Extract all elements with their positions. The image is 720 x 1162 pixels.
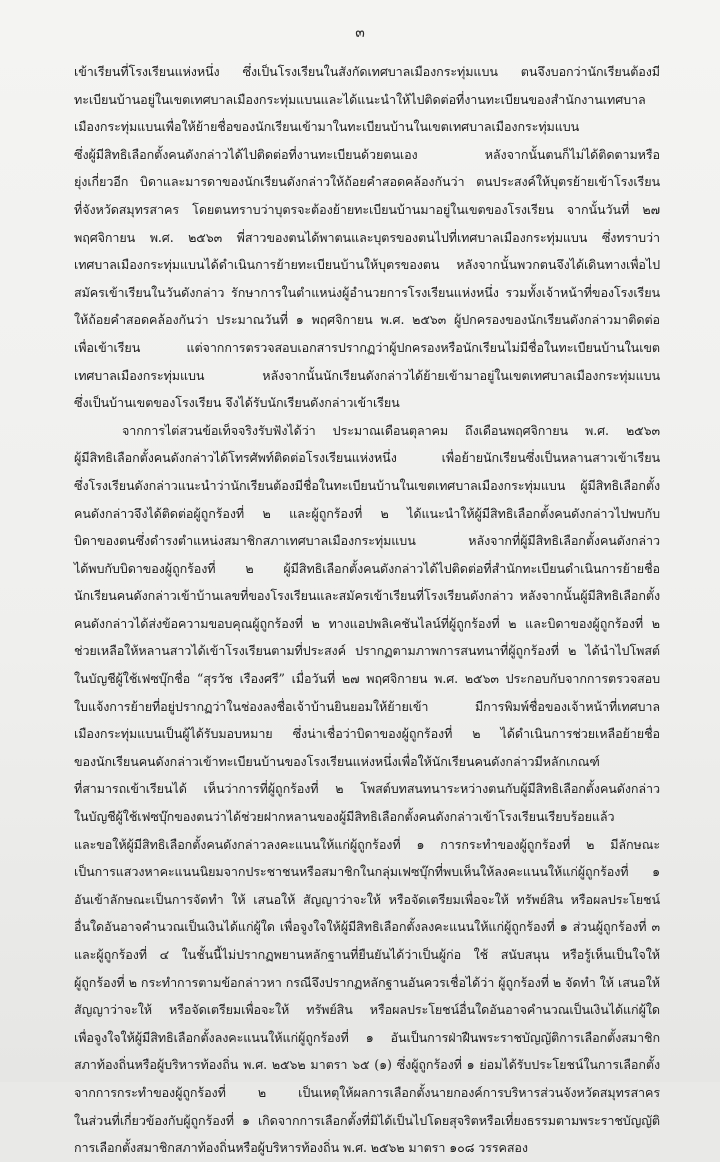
text-line: เข้าเรียนที่โรงเรียนแห่งหนึ่ง ซึ่งเป็นโรงเรียนในสังกัดเทศบาลเมืองกระทุ่มแบน ตนจึงบอกว่านักเรียนต้องมี xyxy=(74,64,660,79)
text-line: คนดังกล่าวได้ส่งข้อความขอบคุณผู้ถูกร้องที่ ๒ ทางแอปพลิเคชันไลน์ที่ผู้ถูกร้องที่ ๒ และบิดาของผู้ถูกร้องที่ ๒ xyxy=(74,615,660,631)
text-line: และขอให้ผู้มีสิทธิเลือกตั้งคนดังกล่าวลงคะแนนให้แก่ผู้ถูกร้องที่ ๑ การกระทำของผู้ถูกร้องที่ ๒ มีลักษณะ xyxy=(74,836,660,852)
text-line: เทศบาลเมืองกระทุ่มแบน หลังจากนั้นนักเรียนดังกล่าวได้ย้ายเข้ามาอยู่ในเขตเทศบาลเมืองกระทุ่มแบน xyxy=(74,367,660,383)
page-number: ๓ xyxy=(355,25,365,41)
text-line: ซึ่งเป็นบ้านเขตของโรงเรียน จึงได้รับนักเรียนดังกล่าวเข้าเรียน xyxy=(74,395,400,411)
text-line: ในบัญชีผู้ใช้เฟซบุ๊กชื่อ “สุรวัช เรืองศรี” เมื่อวันที่ ๒๗ พฤศจิกายน พ.ศ. ๒๕๖๓ ประกอบกับจากการตรวจสอบ xyxy=(74,671,660,687)
text-line: ในบัญชีผู้ใช้เฟซบุ๊กของตนว่าได้ช่วยฝากหลานของผู้มีสิทธิเลือกตั้งคนดังกล่าวเข้าโรงเรียนเรียบร้อยแล้ว xyxy=(74,809,615,825)
text-line: นักเรียนคนดังกล่าวเข้าบ้านเลขที่ของโรงเรียนและสมัครเข้าเรียนที่โรงเรียนดังกล่าว หลังจากนั้นผู้มีสิทธิเลือกตั้ง xyxy=(74,588,660,604)
text-line: สมัครเข้าเรียนในวันดังกล่าว รักษาการในตำแหน่งผู้อำนวยการโรงเรียนแห่งหนึ่ง รวมทั้งเจ้าหน้าที่ของโรงเรียน xyxy=(74,284,660,300)
text-line: เพื่อเข้าเรียน แต่จากการตรวจสอบเอกสารปรากฏว่าผู้ปกครองหรือนักเรียนไม่มีชื่อในทะเบียนบ้านในเขต xyxy=(74,339,660,355)
text-line: สัญญาว่าจะให้ หรือจัดเตรียมเพื่อจะให้ ทรัพย์สิน หรือผลประโยชน์อื่นใดอันอาจคำนวณเป็นเงินได้แก่ผู้ใด xyxy=(74,1002,660,1018)
text-line: ใบแจ้งการย้ายที่อยู่ปรากฏว่าในช่องลงชื่อเจ้าบ้านยินยอมให้ย้ายเข้า มีการพิมพ์ชื่อของเจ้าหน้าที่เทศบาล xyxy=(74,698,660,714)
text-line: ซึ่งโรงเรียนดังกล่าวแนะนำว่านักเรียนต้องมีชื่อในทะเบียนบ้านในเขตเทศบาลเมืองกระทุ่มแบน ผู้มีสิทธิเลือกตั้ง xyxy=(74,477,660,493)
text-line: เมืองกระทุ่มแบนเพื่อให้ย้ายชื่อของนักเรียนเข้ามาในทะเบียนบ้านในเขตเทศบาลเมืองกระทุ่มแบน xyxy=(74,119,580,135)
text-line: พฤศจิกายน พ.ศ. ๒๕๖๓ พี่สาวของตนได้พาตนและบุตรของตนไปที่เทศบาลเมืองกระทุ่มแบน ซึ่งทราบว่า xyxy=(74,229,660,245)
text-line: อื่นใดอันอาจคำนวณเป็นเงินได้แก่ผู้ใด เพื่อจูงใจให้ผู้มีสิทธิเลือกตั้งลงคะแนนให้แก่ผู้ถูกร้องที่ ๑ ส่วนผู้ถูกร้องที่ ๓ xyxy=(74,919,660,935)
body-text xyxy=(74,58,660,1162)
text-line: เมืองกระทุ่มแบนเป็นผู้ได้รับมอบหมาย ซึ่งน่าเชื่อว่าบิดาของผู้ถูกร้องที่ ๒ ได้ดำเนินการช่วยเหลือย้ายชื่อ xyxy=(74,726,660,742)
text-line: ซึ่งผู้มีสิทธิเลือกตั้งคนดังกล่าวได้ไปติดต่อที่งานทะเบียนด้วยตนเอง หลังจากนั้นตนก็ไม่ได้ติดตามหรือ xyxy=(74,146,660,162)
text-line: ของนักเรียนคนดังกล่าวเข้าทะเบียนบ้านของโรงเรียนแห่งหนึ่งเพื่อให้นักเรียนคนดังกล่าวมีหลักเกณฑ์ xyxy=(74,753,600,769)
text-line: ผู้ถูกร้องที่ ๒ กระทำการตามข้อกล่าวหา กรณีจึงปรากฏหลักฐานอันควรเชื่อได้ว่า ผู้ถูกร้องที่ ๒ จัดทำ ให้ เสนอให้ xyxy=(74,974,660,990)
text-line: ยุ่งเกี่ยวอีก บิดาและมารดาของนักเรียนดังกล่าวให้ถ้อยคำสอดคล้องกันว่า ตนประสงค์ให้บุตรย้ายเข้าโรงเรียน xyxy=(74,174,660,190)
text-line: คนดังกล่าวจึงได้ติดต่อผู้ถูกร้องที่ ๒ และผู้ถูกร้องที่ ๒ ได้แนะนำให้ผู้มีสิทธิเลือกตั้งคนดังกล่าวไปพบกับ xyxy=(74,505,660,521)
text-line: ให้ถ้อยคำสอดคล้องกันว่า ประมาณวันที่ ๑ พฤศจิกายน พ.ศ. ๒๕๖๓ ผู้ปกครองของนักเรียนดังกล่าวมาติดต่อ xyxy=(74,312,660,328)
text-line: และผู้ถูกร้องที่ ๔ ในชั้นนี้ไม่ปรากฏพยานหลักฐานที่ยืนยันได้ว่าเป็นผู้ก่อ ใช้ สนับสนุน หรือรู้เห็นเป็นใจให้ xyxy=(74,947,660,962)
text-line: การเลือกตั้งสมาชิกสภาท้องถิ่นหรือผู้บริหารท้องถิ่น พ.ศ. ๒๕๖๒ มาตรา ๑๐๘ วรรคสอง xyxy=(74,1140,528,1156)
text-line: ที่จังหวัดสมุทรสาคร โดยตนทราบว่าบุตรจะต้องย้ายทะเบียนบ้านมาอยู่ในเขตของโรงเรียน จากนั้นวันที่ ๒๗ xyxy=(74,201,660,217)
text-line: ทะเบียนบ้านอยู่ในเขตเทศบาลเมืองกระทุ่มแบนและได้แนะนำให้ไปติดต่อที่งานทะเบียนของสำนักงานเทศบาล xyxy=(74,91,646,107)
text-line: ได้พบกับบิดาของผู้ถูกร้องที่ ๒ ผู้มีสิทธิเลือกตั้งคนดังกล่าวได้ไปติดต่อที่สำนักทะเบียนดำเนินการย้ายชื่อ xyxy=(74,560,660,576)
text-line: ช่วยเหลือให้หลานสาวได้เข้าโรงเรียนตามที่ประสงค์ ปรากฏตามภาพการสนทนาที่ผู้ถูกร้องที่ ๒ ได้นำไปโพสต์ xyxy=(74,643,660,659)
text-line: อันเข้าลักษณะเป็นการจัดทำ ให้ เสนอให้ สัญญาว่าจะให้ หรือจัดเตรียมเพื่อจะให้ ทรัพย์สิน หรือผลประโยชน์ xyxy=(74,891,660,907)
text-line: เพื่อจูงใจให้ผู้มีสิทธิเลือกตั้งลงคะแนนให้แก่ผู้ถูกร้องที่ ๑ อันเป็นการฝ่าฝืนพระราชบัญญัติการเลือกตั้งสมาชิก xyxy=(74,1029,660,1045)
text-line: จากการกระทำของผู้ถูกร้องที่ ๒ เป็นเหตุให้ผลการเลือกตั้งนายกองค์การบริหารส่วนจังหวัดสมุทรสาคร xyxy=(74,1084,660,1100)
text-line: เป็นการแสวงหาคะแนนนิยมจากประชาชนหรือสมาชิกในกลุ่มเฟซบุ๊กที่พบเห็นให้ลงคะแนนให้แก่ผู้ถูกร้องที่ ๑ xyxy=(74,864,660,880)
text-line: จากการไต่สวนข้อเท็จจริงรับฟังได้ว่า ประมาณเดือนตุลาคม ถึงเดือนพฤศจิกายน พ.ศ. ๒๕๖๓ xyxy=(122,422,660,438)
text-line: สภาท้องถิ่นหรือผู้บริหารท้องถิ่น พ.ศ. ๒๕๖๒ มาตรา ๖๕ (๑) ซึ่งผู้ถูกร้องที่ ๑ ย่อมได้รับประโยชน์ในการเลือกตั้ง xyxy=(74,1057,660,1073)
text-line: บิดาของตนซึ่งดำรงตำแหน่งสมาชิกสภาเทศบาลเมืองกระทุ่มแบน หลังจากที่ผู้มีสิทธิเลือกตั้งคนดังกล่าว xyxy=(74,533,660,549)
text-line: ผู้มีสิทธิเลือกตั้งคนดังกล่าวได้โทรศัพท์ติดต่อโรงเรียนแห่งหนึ่ง เพื่อย้ายนักเรียนซึ่งเป็นหลานสาวเข้าเรียน xyxy=(74,450,660,466)
text-line: ในส่วนที่เกี่ยวข้องกับผู้ถูกร้องที่ ๑ เกิดจากการเลือกตั้งที่มิได้เป็นไปโดยสุจริตหรือเที่ยงธรรมตามพระราชบัญญัติ xyxy=(74,1112,660,1128)
text-line: เทศบาลเมืองกระทุ่มแบนได้ดำเนินการย้ายทะเบียนบ้านให้บุตรของตน หลังจากนั้นพวกตนจึงได้เดินทางเพื่อไป xyxy=(74,257,660,273)
text-line: ที่สามารถเข้าเรียนได้ เห็นว่าการที่ผู้ถูกร้องที่ ๒ โพสต์บทสนทนาระหว่างตนกับผู้มีสิทธิเลือกตั้งคนดังกล่าว xyxy=(74,781,660,797)
